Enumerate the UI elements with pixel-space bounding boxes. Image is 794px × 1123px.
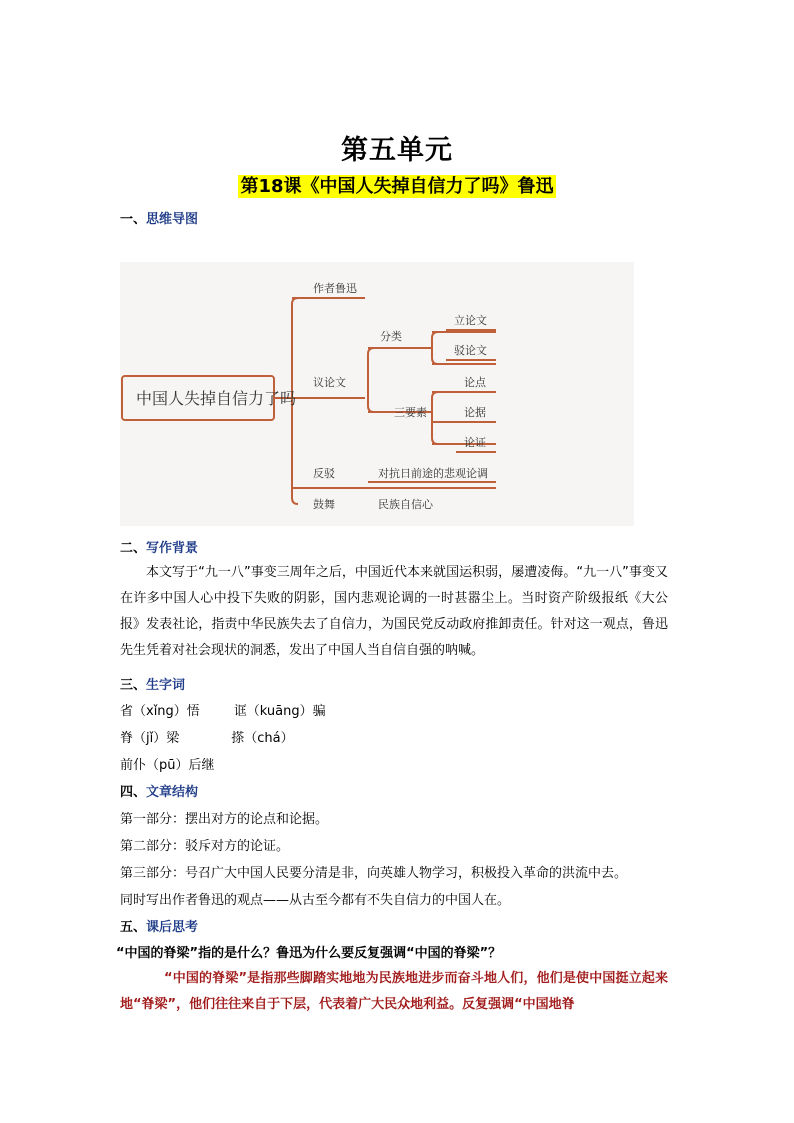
section-heading-structure — [120, 781, 198, 800]
mindmap-refute-target: 对抗日前途的悲观论调 — [378, 467, 488, 480]
section-number: 三、 — [120, 678, 147, 693]
section-number: 一、 — [120, 212, 147, 227]
mind-map-figure — [120, 262, 634, 526]
background-paragraph: 本文写于“九一八”事变三周年之后，中国近代本来就国运积弱，屡遭凌侮。“九一八”事变又在许多中国人心中投下失败的阴影，国内悲观论调的一时甚嚣尘上。当时资产阶级报纸《大公报》发表社论，指责中华民族失去了自信力，为国民党反动政府推卸责任。针对这一观点，鲁迅先生凭着对社会现状的洞悉，发出了中国人当自信自强的呐喊。 — [120, 565, 668, 658]
mindmap-encourage-target: 民族自信心 — [378, 498, 433, 511]
mindmap-category: 分类 — [380, 330, 402, 343]
mindmap-el-a: 论点 — [464, 376, 486, 389]
structure-part-4: 同时写出作者鲁迅的观点——从古至今都有不失自信力的中国人在。 — [120, 893, 511, 908]
mindmap-three-elements: 三要素 — [394, 406, 427, 419]
section-title: 文章结构 — [146, 785, 199, 800]
mindmap-cat-a: 立论文 — [454, 314, 487, 327]
vocab-item: 搽（chá） — [231, 731, 294, 746]
section-heading-vocab — [120, 674, 185, 693]
mindmap-root: 中国人失掉自信力了吗 — [136, 389, 297, 408]
unit-title: 第五单元 — [341, 135, 453, 166]
structure-part-3: 第三部分：号召广大中国人民要分清是非，向英雄人物学习，积极投入革命的洪流中去。 — [120, 866, 628, 881]
vocab-item: 脊（jǐ）梁 — [120, 731, 180, 746]
section-heading-background — [120, 537, 198, 556]
section-number: 二、 — [120, 541, 147, 556]
vocab-item: 诓（kuāng）骗 — [233, 704, 326, 719]
section-title: 思维导图 — [146, 212, 199, 227]
section-title: 课后思考 — [146, 920, 199, 935]
vocab-line-1 — [120, 700, 326, 719]
vocab-line-2 — [120, 727, 294, 746]
mindmap-author: 作者鲁迅 — [313, 282, 357, 295]
mindmap-argument: 议论文 — [313, 376, 346, 389]
mindmap-refute: 反驳 — [313, 467, 335, 480]
mindmap-cat-b: 驳论文 — [454, 344, 487, 357]
lesson-title: 第18课《中国人失掉自信力了吗》鲁迅 — [240, 176, 554, 197]
section-heading-reflection — [120, 916, 198, 935]
section-title: 生字词 — [146, 678, 186, 693]
vocab-item: 前仆（pū）后继 — [120, 758, 215, 773]
structure-part-2: 第二部分：驳斥对方的论证。 — [120, 839, 290, 854]
section-number: 五、 — [120, 920, 147, 935]
vocab-item: 省（xǐng）悟 — [120, 704, 200, 719]
structure-part-1: 第一部分：摆出对方的论点和论据。 — [120, 812, 329, 827]
vocab-line-3 — [120, 754, 215, 773]
section-title: 写作背景 — [146, 541, 199, 556]
section-number: 四、 — [120, 785, 147, 800]
mindmap-encourage: 鼓舞 — [313, 498, 335, 511]
section-heading-mindmap — [120, 208, 198, 227]
lesson-title-wrap — [0, 172, 794, 198]
mindmap-el-c: 论证 — [464, 436, 486, 449]
mindmap-el-b: 论据 — [464, 406, 486, 419]
reflection-question: “中国的脊梁”指的是什么？鲁迅为什么要反复强调“中国的脊梁”？ — [116, 946, 502, 961]
reflection-answer: “中国的脊梁”是指那些脚踏实地地为民族地进步而奋斗地人们，他们是使中国挺立起来地“脊梁”，他们往往来自于下层，代表着广大民众地利益。反复强调“中国地脊 — [120, 971, 668, 1012]
